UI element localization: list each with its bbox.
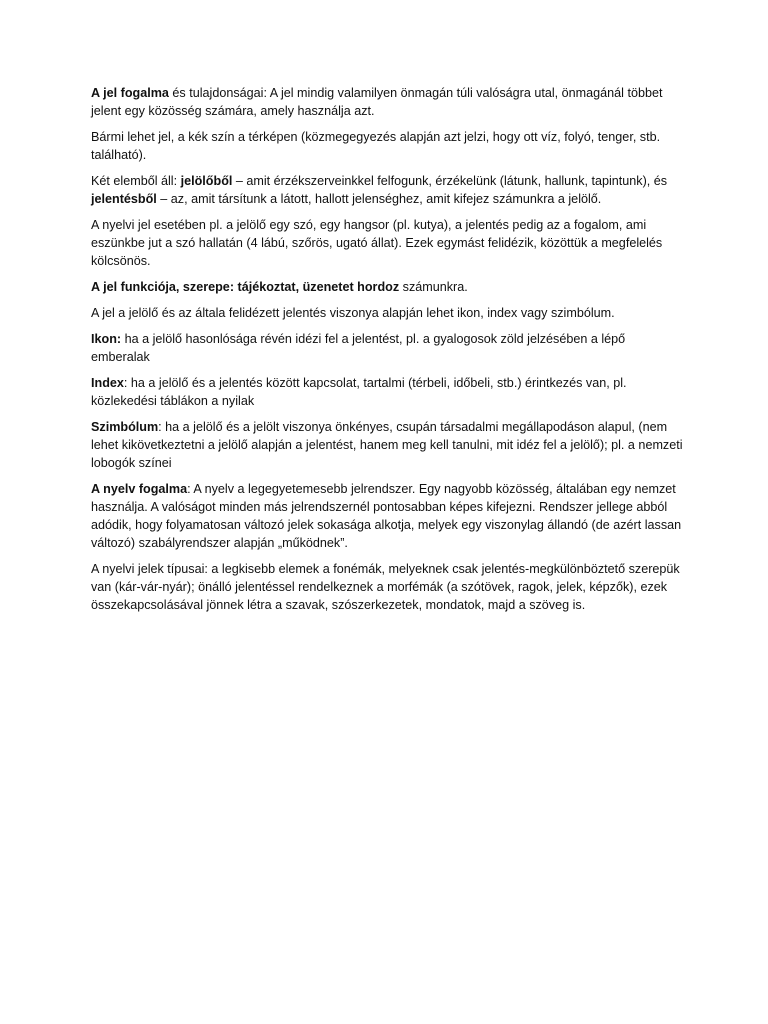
- paragraph-text: : A nyelv a legegyetemesebb jelrendszer. Egy nagyobb közösség, általában egy nemzet használja. A valóságot minden más jelrendszernél pontosabban képes kifejezni. Rendszer jellege abból adódik, hogy folyamatosan változó jelek sokasága alkotja, melyek egy viszonylag állandó (de azért lassan változó) szabályrendszer alapján „működnek”.: [91, 482, 682, 550]
- paragraph-text: A nyelvi jel esetében pl. a jelölő egy szó, egy hangsor (pl. kutya), a jelentés pedig az a fogalom, ami eszünkbe jut a szó hallatán (4 lábú, szőrös, ugató állat). Ezek egymást felidézik, közöttük a megfelelés kölcsönös.: [91, 218, 663, 268]
- term-index: Index: [91, 376, 124, 390]
- term-jel-fogalma: A jel fogalma: [91, 86, 169, 100]
- paragraph-jel-tipusai: [91, 304, 683, 322]
- paragraph-barmi-lehet-jel: [91, 128, 683, 164]
- paragraph-text: – az, amit társítunk a látott, hallott jelenséghez, amit kifejez számunkra a jelölő.: [156, 192, 602, 206]
- document-page: [91, 84, 683, 622]
- paragraph-nyelv-fogalma: [91, 480, 683, 552]
- paragraph-text: A nyelvi jelek típusai: a legkisebb elemek a fonémák, melyeknek csak jelentés-megkülönböztető szerepük van (kár-vár-nyár); önálló jelentéssel rendelkeznek a morfémák (a szótövek, ragok, jelek, képzők), ezek összekapcsolásával jönnek létra a szavak, szószerkezetek, mondatok, majd a szöveg is.: [91, 562, 680, 612]
- paragraph-text: ha a jelölő hasonlósága révén idézi fel a jelentést, pl. a gyalogosok zöld jelzésében a lépő emberalak: [91, 332, 626, 364]
- term-nyelv-fogalma: A nyelv fogalma: [91, 482, 188, 496]
- paragraph-text: : ha a jelölő és a jelentés között kapcsolat, tartalmi (térbeli, időbeli, stb.) érintkezés van, pl. közlekedési táblákon a nyilak: [91, 376, 627, 408]
- paragraph-text: – amit érzékszerveinkkel felfogunk, érzékelünk (látunk, hallunk, tapintunk), és: [232, 174, 668, 188]
- term-ikon: Ikon:: [91, 332, 122, 346]
- term-jelolobol: jelölőből: [180, 174, 233, 188]
- term-szimbolum: Szimbólum: [91, 420, 159, 434]
- paragraph-ket-elem: [91, 172, 683, 208]
- paragraph-text: és tulajdonságai: A jel mindig valamilyen önmagán túli valóságra utal, önmagánál többet jelent egy közösség számára, amely használja azt.: [91, 86, 663, 118]
- paragraph-nyelvi-jelek-tipusai: [91, 560, 683, 614]
- term-jelentesbol: jelentésből: [91, 192, 157, 206]
- paragraph-text: Két elemből áll:: [91, 174, 181, 188]
- paragraph-text: A jel a jelölő és az általa felidézett jelentés viszonya alapján lehet ikon, index vagy szimbólum.: [91, 306, 615, 320]
- paragraph-nyelvi-jel: [91, 216, 683, 270]
- term-jel-funkcioja: A jel funkciója, szerepe: tájékoztat, üzenetet hordoz: [91, 280, 400, 294]
- paragraph-szimbolum: [91, 418, 683, 472]
- paragraph-text: Bármi lehet jel, a kék szín a térképen (közmegegyezés alapján azt jelzi, hogy ott víz, folyó, tenger, stb. található).: [91, 130, 661, 162]
- paragraph-text: : ha a jelölő és a jelölt viszonya önkényes, csupán társadalmi megállapodáson alapul, (nem lehet kikövetkeztetni a jelölő alapján a jelentést, hanem meg kell tanulni, mit idéz fel a jelölő); pl. a nemzeti lobogók színei: [91, 420, 683, 470]
- paragraph-text: számunkra.: [399, 280, 468, 294]
- paragraph-jel-funkcioja: [91, 278, 683, 296]
- paragraph-index: [91, 374, 683, 410]
- paragraph-ikon: [91, 330, 683, 366]
- paragraph-jel-fogalma: [91, 84, 683, 120]
